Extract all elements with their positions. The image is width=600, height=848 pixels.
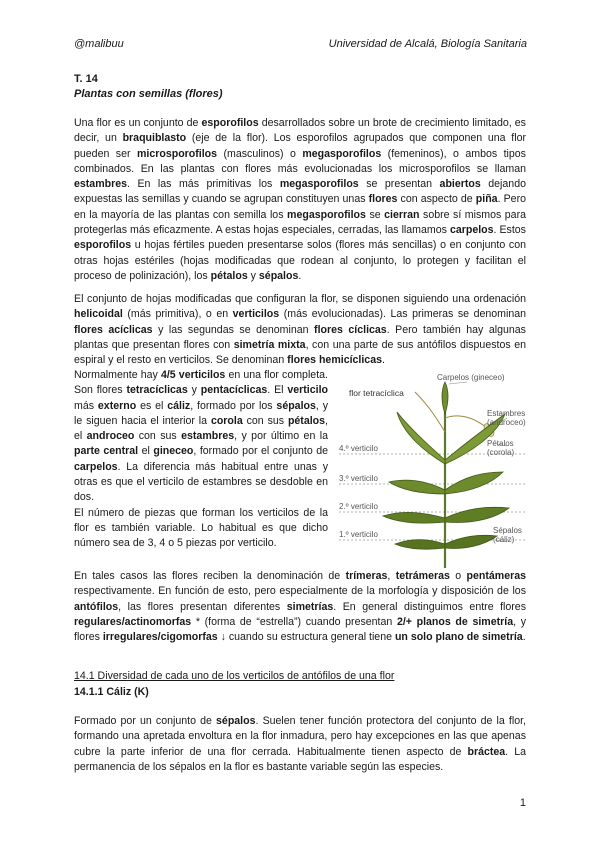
label-petalos: Pétalos (487, 439, 514, 448)
label-verticilo-2: 2.º verticilo (339, 502, 378, 511)
figure-title: flor tetracíclica (349, 388, 404, 398)
label-carpelos: Carpelos (gineceo) (437, 373, 505, 382)
paragraph-arrangement: El conjunto de hojas modificadas que configuran la flor, se disponen siguiendo una ordenación helicoidal (más primitiva), o en verticilos (más evolucionadas). Las primeras se denominan flores acíclicas y las segundas se denominan flores cíclicas. Pero también hay algunas plantas que presentan flores con simetría mixta, con una parte de sus antófilos dispuestos en espiral y el resto en verticilos. Se denominan flores hemicíclicas. (74, 293, 526, 367)
label-verticilo-3: 3.º verticilo (339, 474, 378, 483)
label-verticilo-4: 4.º verticilo (339, 444, 378, 453)
leaf-2-right (445, 507, 509, 522)
header-university: Universidad de Alcalá, Biología Sanitaria (328, 38, 527, 50)
topic-title: Plantas con semillas (flores) (74, 88, 223, 100)
topic-number: T. 14 (74, 73, 98, 85)
label-androceo: (androceo) (487, 418, 526, 427)
section-heading: 14.1 Diversidad de cada uno de los verticilos de antófilos de una flor (74, 670, 395, 682)
label-caliz: (cáliz) (493, 535, 515, 544)
label-corola: (corola) (487, 448, 515, 457)
subsection-heading: 14.1.1 Cáliz (K) (74, 686, 149, 698)
label-verticilo-1: 1.º verticilo (339, 530, 378, 539)
flower-diagram (337, 372, 529, 570)
sepal-right (445, 535, 497, 548)
leaf-2-left (383, 512, 445, 523)
page-number: 1 (519, 797, 526, 809)
label-estambres: Estambres (487, 409, 526, 418)
paragraph-symmetry: En tales casos las flores reciben la denominación de trímeras, tetrámeras o pentámeras respectivamente. En función de esto, pero especialmente de la morfología y disposición de los antófilos, las flores presentan diferentes simetrías. En general distinguimos entre flores regulares/actinomorfas * (forma de “estrella”) cuando presentan 2/+ planos de simetría, y flores irregulares/cigomorfas ↓ cuando su estructura general tiene un solo plano de simetría. (74, 570, 527, 644)
carpel-shape (442, 382, 448, 414)
paragraph-caliz: Formado por un conjunto de sépalos. Suelen tener función protectora del conjunto de la flor, formando una apretada envoltura en la flor inmadura, pero hay excepciones en las que apenas cubre la parte inferior de una flor cerrada. Habitualmente tienen aspecto de bráctea. La permanencia de los sépalos en la flor es bastante variable según las especies. (74, 715, 526, 773)
header-author: @malibuu (74, 38, 124, 50)
paragraph-intro: Una flor es un conjunto de esporofilos desarrollados sobre un brote de crecimiento limitado, es decir, un braquiblasto (eje de la flor). Los esporofilos agrupados que componen una flor pueden ser microsporofilos (masculinos) o megasporofilos (femeninos), o ambos tipos combinados. En las plantas con flores más evolucionadas los microsporofilos se llaman estambres. En las más primitivas los megasporofilos se presentan abiertos dejando expuestas las semillas y cuando se agrupan constituyen unas flores con aspecto de piña. Pero en la mayoría de las plantas con semilla los megasporofilos se cierran sobre sí mismos para protegerlas más eficazmente. A estas hojas especiales, cerradas, las llamamos carpelos. Estos esporofilos u hojas fértiles pueden presentarse solos (flores más sencillas) o en conjunto con otras hojas estériles (hojas modificadas que rodean al conjunto, lo protegen y facilitan el proceso de polinización), los pétalos y sépalos. (74, 117, 526, 282)
label-sepalos: Sépalos (493, 526, 522, 535)
sepal-left (395, 540, 445, 550)
paragraph-verticilos: Normalmente hay 4/5 verticilos en una flor completa. Son flores tetracíclicas y pentacíclicas. El verticilo más externo es el cáliz, formado por los sépalos, y le siguen hacia el interior la corola con sus pétalos, el androceo con sus estambres, y por último en la parte central el gineceo, formado por el conjunto de carpelos. La diferencia más habitual entre unas y otras es que el verticilo de estambres se desdoble en dos. El número de piezas que forman los verticilos de la flor es también variable. Lo habitual es que dicho número sea de 3, 4 o 5 piezas por verticilo. (74, 369, 329, 550)
leaf-3-right (445, 472, 503, 494)
leaf-3-left (389, 480, 445, 494)
